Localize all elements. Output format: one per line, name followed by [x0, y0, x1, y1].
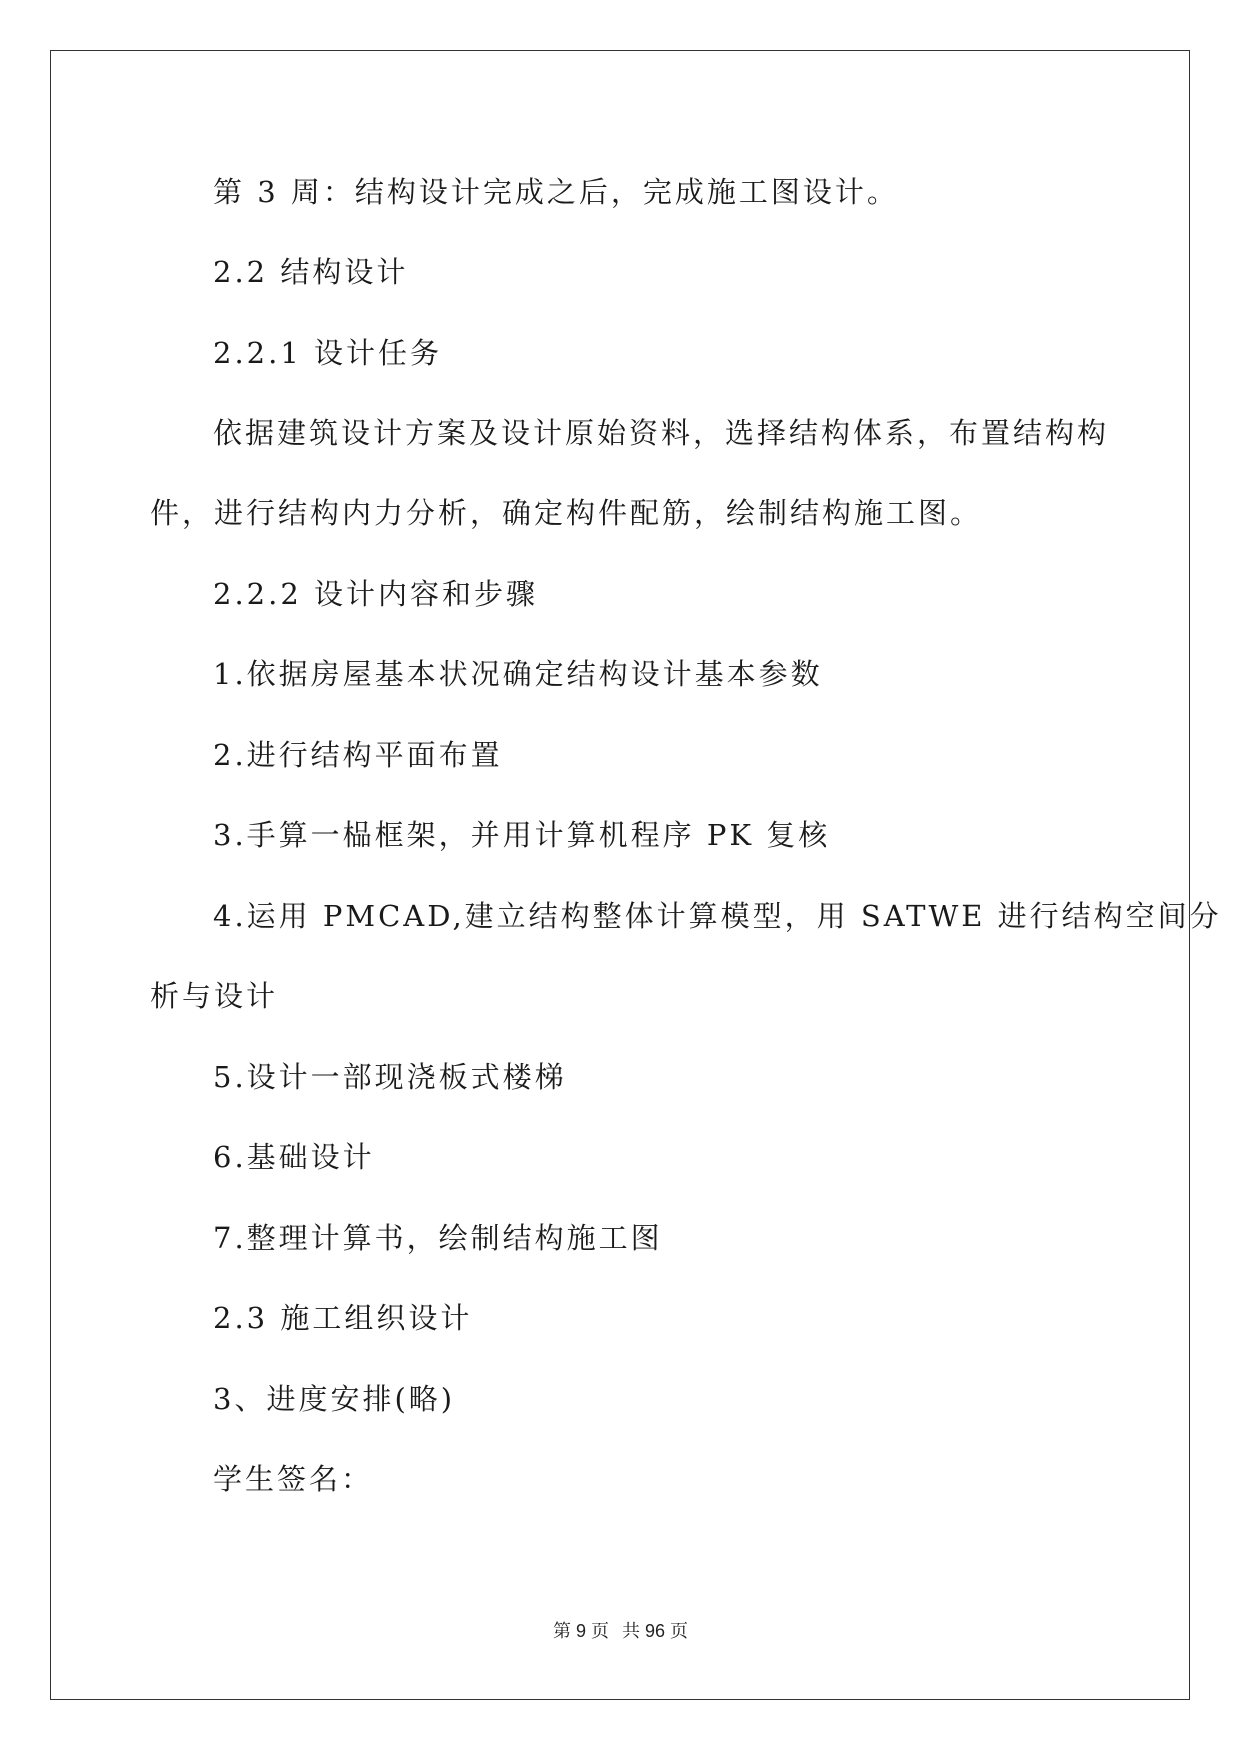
- page-footer: [0, 1617, 1241, 1643]
- task-paragraph-line-2: 件，进行结构内力分析，确定构件配筋，绘制结构施工图。: [150, 496, 983, 530]
- list-item-4-line-2: 析与设计: [150, 979, 279, 1013]
- page-border: [50, 50, 1190, 1700]
- section-heading-2-3: 2.3 施工组织设计: [213, 1301, 473, 1335]
- list-item-3: 3.手算一榀框架，并用计算机程序 PK 复核: [213, 818, 831, 852]
- section-heading-2-2-1: 2.2.1 设计任务: [213, 336, 443, 370]
- page-total: 共 96 页: [622, 1621, 689, 1641]
- list-item-1: 1.依据房屋基本状况确定结构设计基本参数: [213, 657, 823, 691]
- list-item-4-line-1: 4.运用 PMCAD,建立结构整体计算模型，用 SATWE 进行结构空间分: [213, 899, 1222, 933]
- student-signature-label: 学生签名：: [213, 1462, 374, 1496]
- list-item-6: 6.基础设计: [213, 1140, 375, 1174]
- list-item-7: 7.整理计算书，绘制结构施工图: [213, 1221, 663, 1255]
- schedule-heading: 3、进度安排(略): [213, 1382, 456, 1416]
- week3-paragraph: 第 3 周：结构设计完成之后，完成施工图设计。: [213, 175, 899, 209]
- list-item-2: 2.进行结构平面布置: [213, 738, 503, 772]
- section-heading-2-2: 2.2 结构设计: [213, 255, 409, 289]
- task-paragraph-line-1: 依据建筑设计方案及设计原始资料，选择结构体系，布置结构构: [213, 416, 1110, 450]
- page-number: 第 9 页: [552, 1621, 609, 1641]
- section-heading-2-2-2: 2.2.2 设计内容和步骤: [213, 577, 539, 611]
- list-item-5: 5.设计一部现浇板式楼梯: [213, 1060, 567, 1094]
